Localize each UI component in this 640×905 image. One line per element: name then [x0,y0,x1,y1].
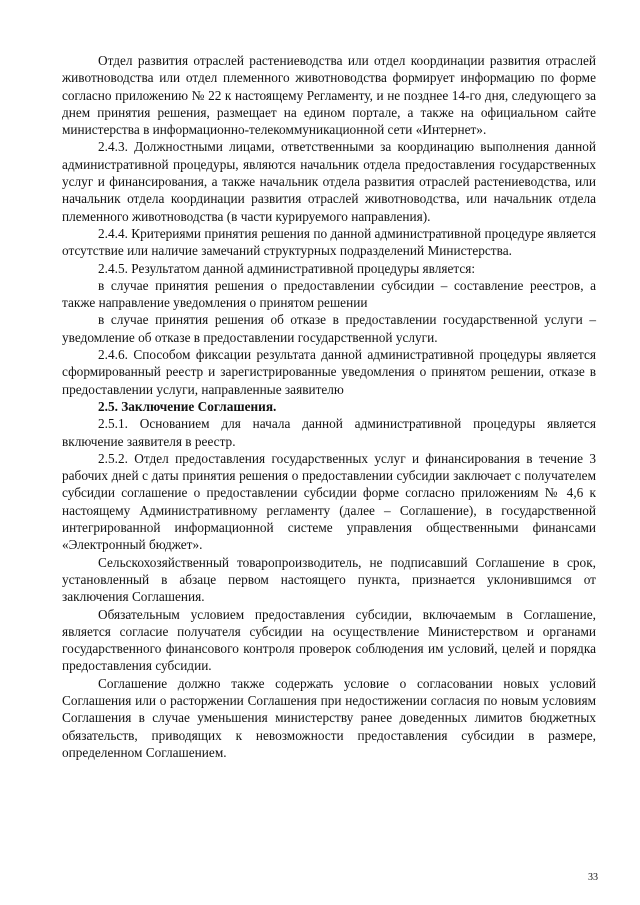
page-number: 33 [588,872,598,883]
paragraph-result-subsidy: в случае принятия решения о предоставлении субсидии – составление реестров, а также направление уведомления о принятом решении [62,277,596,311]
document-body [62,52,596,761]
paragraph-2-5-2: 2.5.2. Отдел предоставления государственных услуг и финансирования в течение 3 рабочих дней с даты принятия решения о предоставлении субсидии заключает с получателем субсидии соглашение о предоставлении субсидии форме согласно приложениям № 4,6 к настоящему Административному регламенту (далее – Соглашение), в государственной интегрированной информационной системе управления общественными финансами «Электронный бюджет». [62,450,596,553]
paragraph-agreement-condition: Соглашение должно также содержать условие о согласовании новых условий Соглашения или о расторжении Соглашения при недостижении согласия по новым условиям Соглашения в случае уменьшения министерству ранее доведенных лимитов бюджетных обязательств, приводящих к невозможности предоставления субсидии в размере, определенном Соглашением. [62,675,596,760]
paragraph-evasion: Сельскохозяйственный товаропроизводитель, не подписавший Соглашение в срок, установленный в абзаце первом настоящего пункта, признается уклонившимся от заключения Соглашения. [62,554,596,605]
section-heading-2-5: 2.5. Заключение Соглашения. [98,398,277,414]
paragraph-2-4-5: 2.4.5. Результатом данной административной процедуры является: [98,260,476,276]
paragraph-2-4-4: 2.4.4. Критериями принятия решения по данной административной процедуре является отсутствие или наличие замечаний структурных подразделений Министерства. [62,225,596,259]
paragraph-2-5-1: 2.5.1. Основанием для начала данной административной процедуры является включение заявителя в реестр. [62,416,596,449]
paragraph-2-4-3: 2.4.3. Должностными лицами, ответственными за координацию выполнения данной административной процедуры, являются начальник отдела предоставления государственных услуг и финансирования, а также начальник отдела развития отраслей растениеводства, или начальник отдела координации развития отраслей животноводства, или начальник отдела племенного животноводства (в части курируемого направления). [62,139,596,224]
paragraph-result-refusal: в случае принятия решения об отказе в предоставлении государственной услуги – уведомление об отказе в предоставлении государственной услуги. [62,312,596,345]
paragraph-2-4-6: 2.4.6. Способом фиксации результата данной административной процедуры является сформированный реестр и зарегистрированные уведомления о принятом решении, отказе в предоставлении услуги, направленные заявителю [62,347,596,397]
paragraph-mandatory-condition: Обязательным условием предоставления субсидии, включаемым в Соглашение, является согласие получателя субсидии на осуществление Министерством и органами государственного финансового контроля проверок соблюдения им условий, целей и порядка предоставления субсидии. [62,606,596,674]
paragraph-info-placement: Отдел развития отраслей растениеводства или отдел координации развития отраслей животноводства или отдел племенного животноводства формирует информацию по форме согласно приложению № 22 к настоящему Регламенту, и не позднее 14-го дня, следующего за днем принятия решения, размещает на едином портале, а также на официальном сайте министерства в информационно-телекоммуникационной сети «Интернет». [62,53,596,138]
